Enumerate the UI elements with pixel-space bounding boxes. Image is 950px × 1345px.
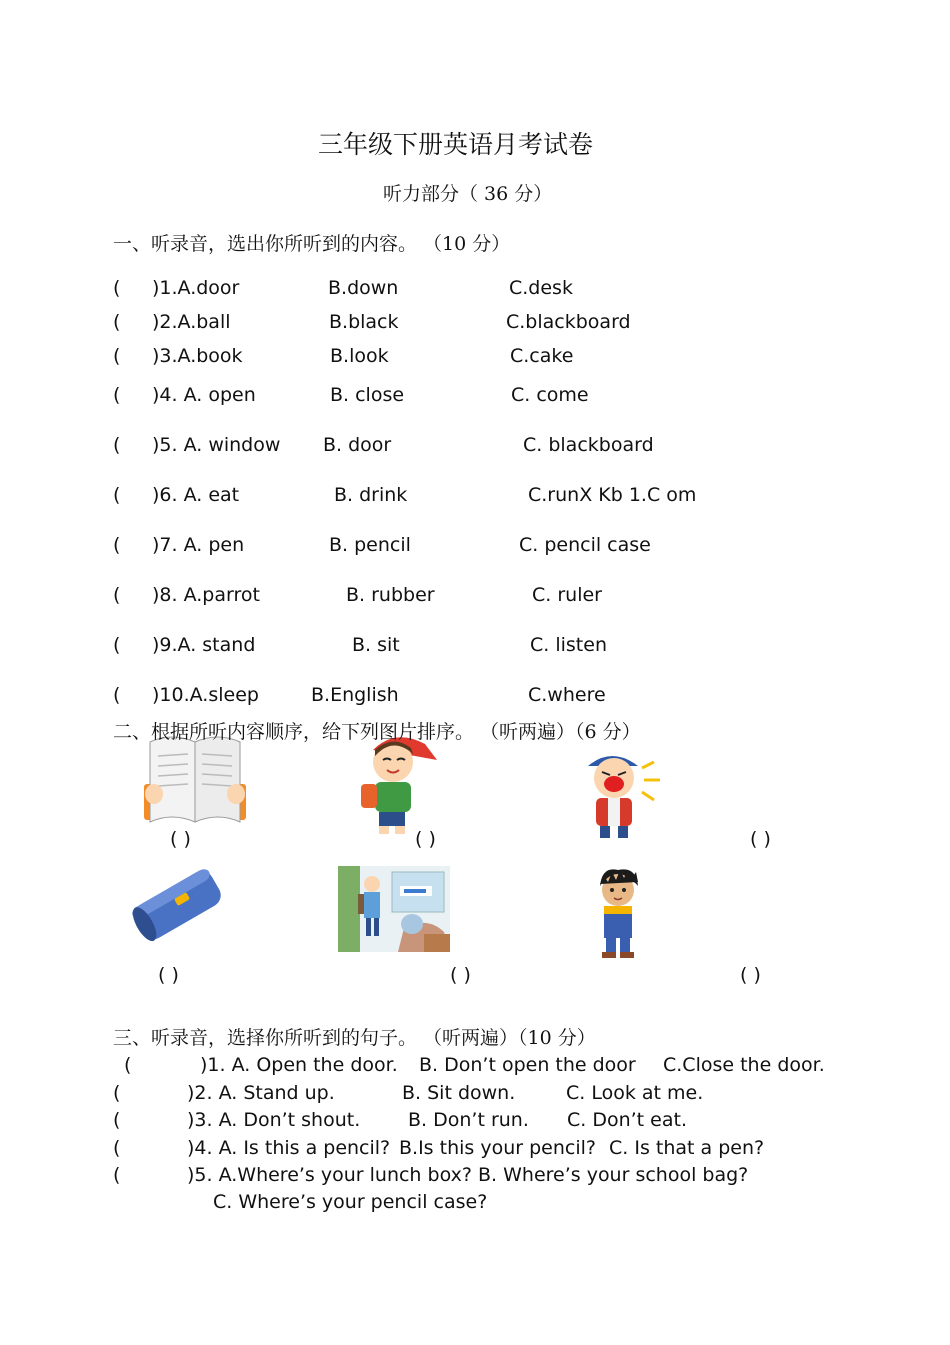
question-a: )3.A.book [152, 345, 243, 367]
picture-order-blank[interactable]: ( ) [750, 828, 771, 850]
boy-standing-picture [592, 868, 644, 960]
open-book-picture [140, 732, 250, 830]
classroom-door-picture [338, 866, 450, 952]
boy-eating-picture [355, 730, 440, 838]
sentence-c: C. Is that a pen? [609, 1137, 765, 1159]
picture-order-blank[interactable]: ( ) [170, 828, 191, 850]
sentence-b: B. Sit down. [402, 1082, 516, 1104]
section2-heading: 二、根据所听内容顺序，给下列图片排序。 （听两遍）（6 分） [113, 721, 641, 743]
question-b: B. sit [352, 634, 400, 656]
sentence-c: C. Where’s your pencil case? [213, 1191, 488, 1213]
question-c: C.cake [510, 345, 574, 367]
question-c: C.runX Kb 1.C om [528, 484, 697, 506]
answer-paren[interactable]: ( [113, 634, 121, 656]
boy-shouting-picture [572, 748, 667, 843]
answer-paren[interactable]: ( [113, 584, 121, 606]
answer-paren[interactable]: ( [113, 277, 121, 299]
sentence-a: )3. A. Don’t shout. [187, 1109, 361, 1131]
sentence-a: )5. A.Where’s your lunch box? [187, 1164, 472, 1186]
question-a: )1.A.door [152, 277, 240, 299]
sentence-b: B. Don’t open the door [419, 1054, 636, 1076]
answer-paren[interactable]: ( [113, 534, 121, 556]
question-c: C. come [511, 384, 589, 406]
sentence-b: B. Don’t run. [408, 1109, 529, 1131]
question-a: )4. A. open [152, 384, 256, 406]
section1-heading: 一、听录音，选出你所听到的内容。 （10 分） [113, 233, 511, 255]
question-c: C.where [528, 684, 606, 706]
picture-order-blank[interactable]: ( ) [740, 964, 761, 986]
answer-paren[interactable]: ( [113, 384, 121, 406]
question-b: B.down [328, 277, 399, 299]
sentence-a: )2. A. Stand up. [187, 1082, 335, 1104]
question-b: B. pencil [329, 534, 411, 556]
answer-paren[interactable]: ( [113, 1082, 121, 1104]
question-c: C.blackboard [506, 311, 631, 333]
sentence-a: )1. A. Open the door. [200, 1054, 398, 1076]
picture-order-blank[interactable]: ( ) [415, 828, 436, 850]
section-subtitle: 听力部分（ 36 分） [383, 183, 553, 205]
answer-paren[interactable]: ( [113, 1109, 121, 1131]
question-a: )6. A. eat [152, 484, 240, 506]
question-b: B. close [330, 384, 405, 406]
page-title: 三年级下册英语月考试卷 [318, 130, 594, 159]
question-a: )2.A.ball [152, 311, 231, 333]
answer-paren[interactable]: ( [113, 345, 121, 367]
question-b: B.English [311, 684, 399, 706]
question-b: B.look [330, 345, 389, 367]
section3-heading: 三、听录音，选择你所听到的句子。 （听两遍）（10 分） [113, 1027, 596, 1049]
answer-paren[interactable]: ( [113, 311, 121, 333]
picture-order-blank[interactable]: ( ) [450, 964, 471, 986]
question-a: )9.A. stand [152, 634, 256, 656]
question-b: B. rubber [346, 584, 435, 606]
pencil-case-picture [128, 860, 228, 952]
question-c: C. pencil case [519, 534, 651, 556]
question-b: B. drink [334, 484, 408, 506]
picture-order-blank[interactable]: ( ) [158, 964, 179, 986]
answer-paren[interactable]: ( [113, 1164, 121, 1186]
question-c: C. ruler [532, 584, 602, 606]
sentence-c: C.Close the door. [663, 1054, 825, 1076]
sentence-c: C. Don’t eat. [567, 1109, 687, 1131]
answer-paren[interactable]: ( [113, 1137, 121, 1159]
answer-paren[interactable]: ( [113, 684, 121, 706]
sentence-c: C. Look at me. [566, 1082, 704, 1104]
question-a: )10.A.sleep [152, 684, 259, 706]
sentence-b: B.Is this your pencil? [399, 1137, 596, 1159]
question-c: C.desk [509, 277, 573, 299]
answer-paren[interactable]: ( [124, 1054, 132, 1076]
question-b: B.black [329, 311, 399, 333]
question-c: C. blackboard [523, 434, 654, 456]
question-a: )8. A.parrot [152, 584, 260, 606]
sentence-b: B. Where’s your school bag? [478, 1164, 749, 1186]
question-b: B. door [323, 434, 392, 456]
question-a: )7. A. pen [152, 534, 245, 556]
question-c: C. listen [530, 634, 607, 656]
question-a: )5. A. window [152, 434, 281, 456]
answer-paren[interactable]: ( [113, 484, 121, 506]
sentence-a: )4. A. Is this a pencil? [187, 1137, 391, 1159]
answer-paren[interactable]: ( [113, 434, 121, 456]
